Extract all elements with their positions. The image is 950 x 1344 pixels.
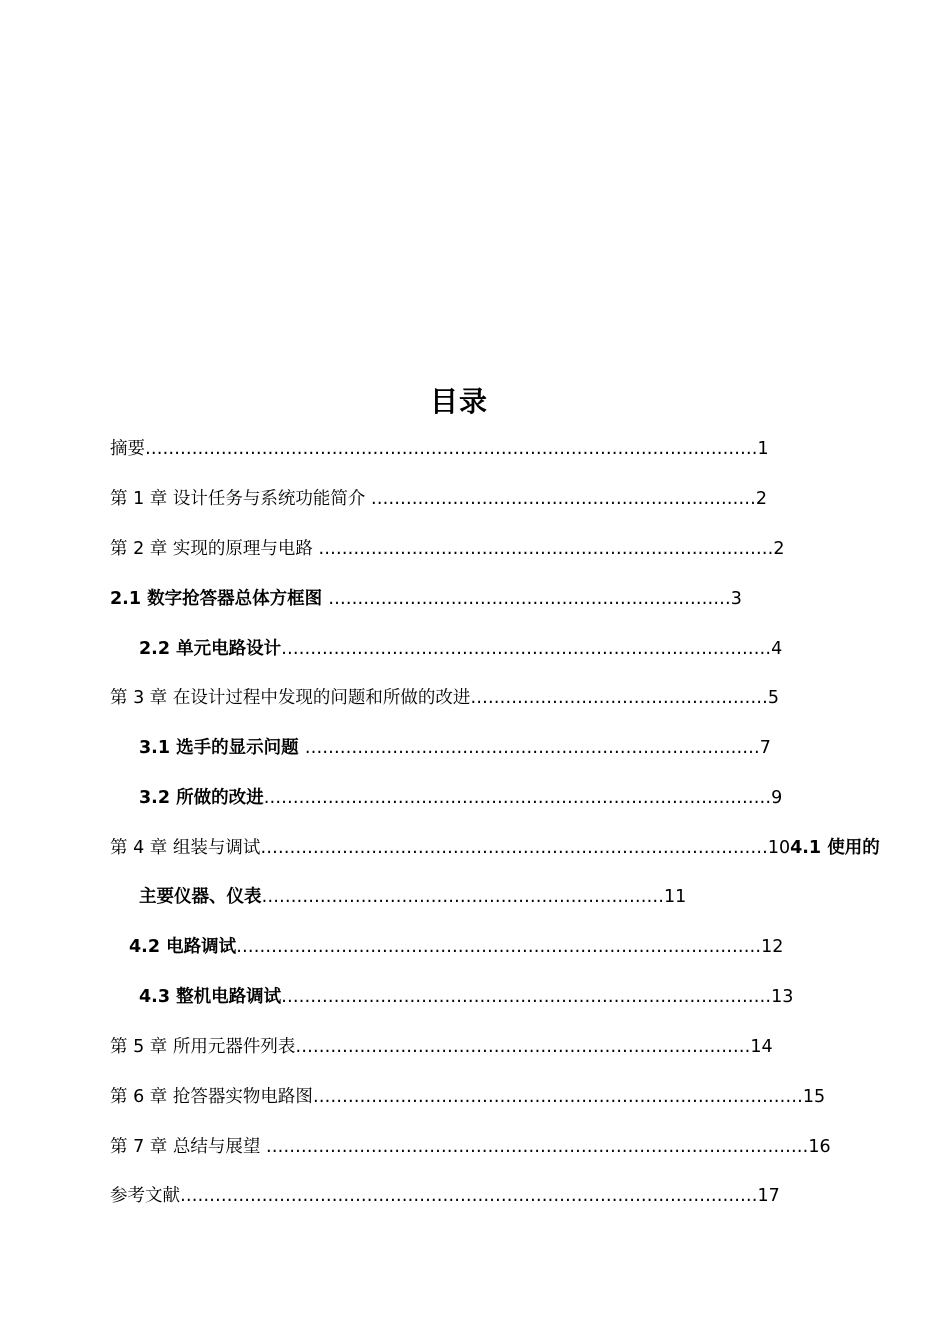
toc-entry-page: 15: [802, 1087, 826, 1107]
toc-entry-page: 7: [759, 738, 771, 758]
toc-entry-page: 3: [730, 589, 742, 609]
toc-entry-label: 3.1 选手的显示问题: [139, 738, 305, 758]
toc-entry-label: 第 5 章 所用元器件列表: [110, 1037, 296, 1057]
toc-entry-section-4-2[interactable]: [129, 935, 783, 959]
toc-entry-overflow-label: 4.1 使用的: [790, 838, 880, 858]
toc-title: 目录: [429, 385, 488, 418]
toc-entry-page: 12: [761, 937, 784, 957]
toc-entry-label: 第 4 章 组装与调试: [110, 838, 261, 858]
toc-entry-leader: …………………………………………………………………………: [312, 1087, 803, 1107]
toc-entry-leader: ……………………………………………………………………………: [260, 838, 768, 858]
toc-entry-chapter-2[interactable]: [110, 537, 785, 561]
toc-entry-label: 4.3 整机电路调试: [139, 987, 282, 1007]
toc-entry-chapter-7[interactable]: [110, 1135, 831, 1159]
toc-entry-page: 9: [771, 788, 783, 808]
toc-entry-chapter-5[interactable]: [110, 1035, 773, 1059]
toc-entry-leader: …………………………………………………………: [370, 489, 756, 509]
toc-entry-page: 4: [771, 639, 783, 659]
toc-entry-chapter-6[interactable]: [110, 1085, 825, 1109]
toc-entry-section-4-3[interactable]: [139, 985, 793, 1009]
toc-entry-leader: ……………………………………………………………………………………………: [145, 439, 758, 459]
toc-entry-leader: ……………………………………………: [470, 688, 768, 708]
toc-entry-label: 第 1 章 设计任务与系统功能简介: [110, 489, 371, 509]
toc-entry-section-3-1[interactable]: [139, 736, 771, 760]
toc-entry-chapter-3[interactable]: [110, 686, 779, 710]
toc-entry-page: 11: [664, 887, 687, 907]
toc-entry-label: 3.2 所做的改进: [139, 788, 264, 808]
toc-entry-leader: …………………………………………………………………………………: [265, 1137, 809, 1157]
toc-entry-leader: ……………………………………………………………………: [304, 738, 760, 758]
toc-entry-section-2-2[interactable]: [139, 637, 782, 661]
toc-entry-page: 13: [771, 987, 794, 1007]
toc-entry-leader: ………………………………………………………………………………: [236, 937, 762, 957]
toc-entry-label: 2.1 数字抢答器总体方框图: [110, 589, 329, 609]
toc-entry-label: 4.2 电路调试: [129, 937, 237, 957]
toc-entry-label: 第 7 章 总结与展望: [110, 1137, 266, 1157]
toc-entry-page: 10: [767, 838, 791, 858]
toc-entry-leader: ……………………………………………………………………: [318, 539, 774, 559]
toc-entry-section-3-2[interactable]: [139, 786, 782, 810]
toc-entry-label: 主要仪器、仪表: [139, 887, 262, 907]
toc-entry-chapter-1[interactable]: [110, 487, 767, 511]
toc-entry-label: 第 3 章 在设计过程中发现的问题和所做的改进: [110, 688, 471, 708]
toc-entry-page: 17: [757, 1186, 780, 1206]
toc-entry-page: 5: [767, 688, 779, 708]
toc-entry-section-4-1[interactable]: [139, 885, 686, 909]
toc-entry-leader: …………………………………………………………………………: [281, 987, 772, 1007]
toc-entry-leader: ……………………………………………………………………: [295, 1037, 751, 1057]
toc-entry-section-2-1[interactable]: [110, 587, 742, 611]
toc-entry-label: 参考文献: [110, 1186, 180, 1206]
toc-entry-leader: ……………………………………………………………: [328, 589, 731, 609]
toc-entry-page: 14: [750, 1037, 773, 1057]
toc-entry-abstract[interactable]: [110, 437, 769, 461]
toc-entry-leader: ……………………………………………………………: [261, 887, 664, 907]
toc-entry-page: 1: [757, 439, 769, 459]
toc-entry-page: 2: [773, 539, 785, 559]
toc-entry-page: 2: [755, 489, 768, 509]
toc-entry-leader: ……………………………………………………………………………: [263, 788, 772, 808]
toc-entry-label: 摘要: [110, 439, 145, 459]
toc-entry-leader: …………………………………………………………………………: [281, 639, 772, 659]
toc-entry-chapter-4[interactable]: [110, 836, 880, 860]
toc-entry-references[interactable]: [110, 1184, 780, 1208]
toc-entry-label: 第 2 章 实现的原理与电路: [110, 539, 319, 559]
toc-entry-page: 16: [808, 1137, 831, 1157]
toc-entry-label: 2.2 单元电路设计: [139, 639, 282, 659]
toc-entry-leader: ………………………………………………………………………………………: [180, 1186, 758, 1206]
toc-entry-label: 第 6 章 抢答器实物电路图: [110, 1087, 313, 1107]
